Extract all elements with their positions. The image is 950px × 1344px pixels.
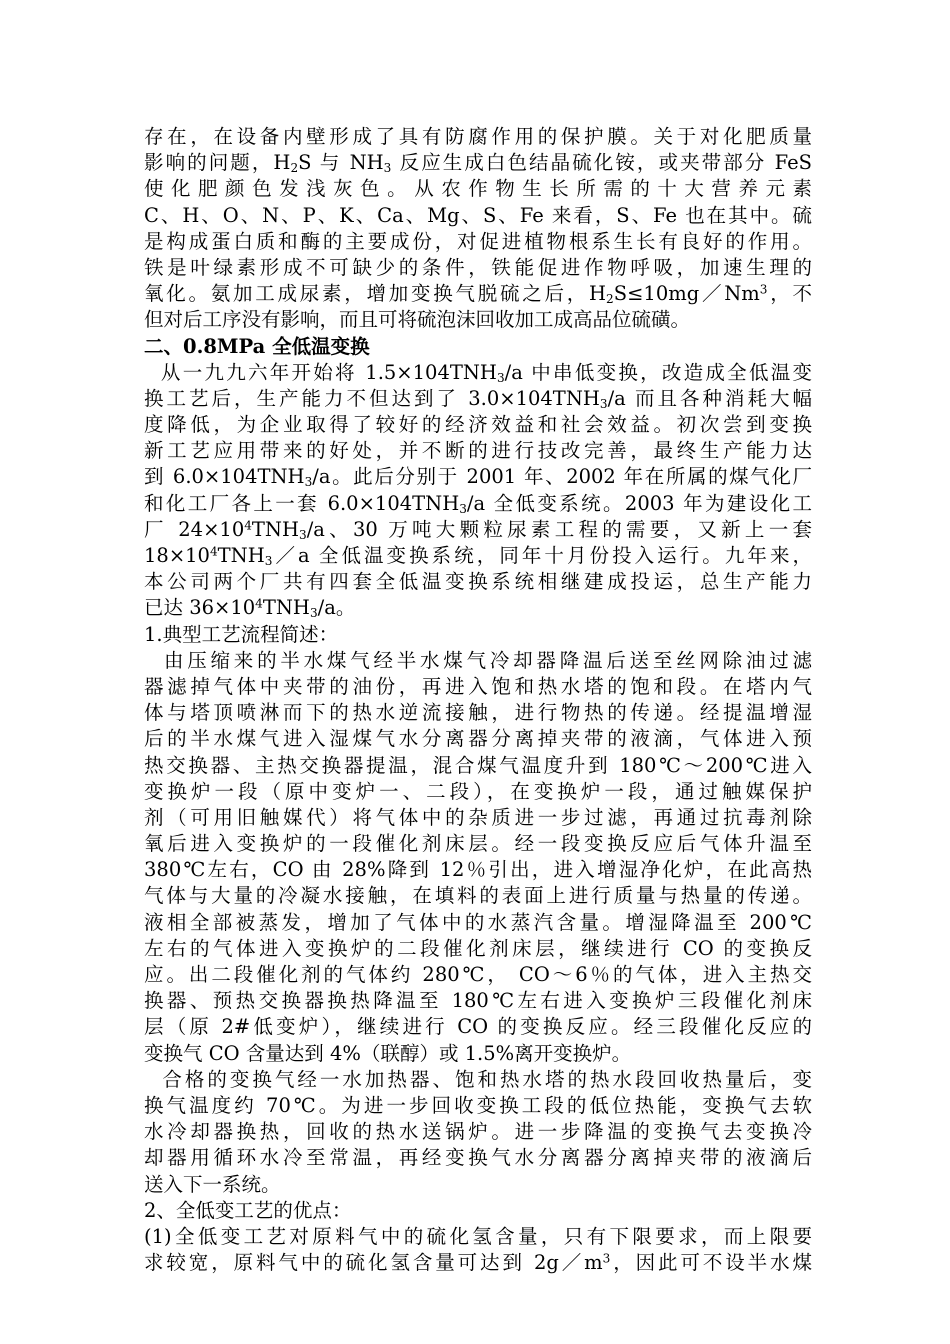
text-line: 380℃左右，CO 由 28%降到 12％引出，进入增湿净化炉，在此高热 xyxy=(144,858,812,882)
text-line: 厂 $24\times 10^4TNH_3/a$、30 万吨大颗粒尿素工程的需要，又新上一套 xyxy=(144,517,812,542)
text-line: 1.典型工艺流程简述： xyxy=(144,622,339,646)
text-line: 氧后进入变换炉的一段催化剂床层。经一段变换反应后气体升温至 xyxy=(144,832,812,856)
text-line: 变换炉一段（原中变炉一、二段），在变换炉一段，通过触媒保护 xyxy=(144,779,812,803)
text-line: 度降低，为企业取得了较好的经济效益和社会效益。初次尝到变换 xyxy=(144,413,812,437)
text-line: 后的半水煤气进入湿煤气水分离器分离掉夹带的液滴，气体进入预 xyxy=(144,727,812,751)
text-line: 求较宽，原料气中的硫化氢含量可达到 $2g/m^3$，因此可不设半水煤 xyxy=(144,1251,812,1275)
text-line: 剂（可用旧触媒代）将气体中的杂质进一步过滤，再通过抗毒剂除 xyxy=(144,805,812,829)
text-line: 送入下一系统。 xyxy=(144,1172,281,1196)
section-heading: 二、0.8MPa 全低温变换 xyxy=(144,334,370,358)
text-line: 液相全部被蒸发，增加了气体中的水蒸汽含量。增湿降温至 200℃ xyxy=(144,910,812,934)
text-line: 体与塔顶喷淋而下的热水逆流接触，进行物热的传递。经提温增湿 xyxy=(144,701,812,725)
text-line: 应。出二段催化剂的气体约 280℃， CO～6％的气体，进入主热交 xyxy=(144,963,812,986)
text-line: 影响的问题，$H_2S$ 与 $NH_3$ 反应生成白色结晶硫化铵，或夹带部分 FeS xyxy=(144,151,812,176)
text-line: 和化工厂各上一套 $6.0\times 104TNH_3/a$ 全低变系统。2003 年为建设化工 xyxy=(144,491,812,516)
text-line: 水冷却器换热，回收的热水送锅炉。进一步降温的变换气去变换冷 xyxy=(144,1120,812,1144)
text-line: 变换气 CO 含量达到 4%（联醇）或 1.5%离开变换炉。 xyxy=(144,1041,632,1065)
text-line: 使化肥颜色发浅灰色。从农作物生长所需的十大营养元素 xyxy=(144,177,812,201)
text-line: C、H、O、N、P、K、Ca、Mg、S、Fe 来看，S、Fe 也在其中。硫 xyxy=(144,203,812,227)
text-line: 换器、预热交换器换热降温至 180℃左右进入变换炉三段催化剂床 xyxy=(144,989,812,1013)
text-line: 已达 $36\times 10^4TNH_3/a$。 xyxy=(144,596,356,621)
text-line: 换气温度约 70℃。为进一步回收变换工段的低位热能，变换气去软 xyxy=(144,1093,812,1117)
text-line: (1)全低变工艺对原料气中的硫化氢含量，只有下限要求，而上限要 xyxy=(144,1224,812,1248)
text-line: 却器用循环水冷至常温，再经变换气水分离器分离掉夹带的液滴后 xyxy=(144,1146,812,1170)
text-line: 热交换器、主热交换器提温，混合煤气温度升到 180℃～200℃进入 xyxy=(144,753,812,777)
text-line: 铁是叶绿素形成不可缺少的条件，铁能促进作物呼吸，加速生理的 xyxy=(144,255,812,279)
text-line: 由压缩来的半水煤气经半水煤气冷却器降温后送至丝网除油过滤 xyxy=(144,648,812,672)
text-line: 器滤掉气体中夹带的油份，再进入饱和热水塔的饱和段。在塔内气 xyxy=(144,674,812,698)
text-line: $18\times 10^4TNH_3/a$ 全低温变换系统，同年十月份投入运行。九年来， xyxy=(144,544,812,569)
text-line: 2、全低变工艺的优点： xyxy=(144,1198,352,1222)
text-line: 换工艺后，生产能力不但达到了 $3.0\times 104TNH_3/a$ 而且各种消耗大幅 xyxy=(144,386,812,411)
text-line: 层（原 2#低变炉），继续进行 CO 的变换反应。经三段催化反应的 xyxy=(144,1015,812,1039)
text-line: 新工艺应用带来的好处，并不断的进行技改完善，最终生产能力达 xyxy=(144,439,812,463)
text-line: 气体与大量的冷凝水接触，在填料的表面上进行质量与热量的传递。 xyxy=(144,884,812,908)
text-line: 从一九九六年开始将 $1.5\times 104TNH_3/a$ 中串低变换，改造成全低温变 xyxy=(144,360,812,385)
text-line: 左右的气体进入变换炉的二段催化剂床层，继续进行 CO 的变换反 xyxy=(144,936,812,960)
text-line: 到 $6.0\times 104TNH_3/a$。此后分别于 2001 年、2002 年在所属的煤气化厂 xyxy=(144,465,812,490)
text-line: 是构成蛋白质和酶的主要成份，对促进植物根系生长有良好的作用。 xyxy=(144,229,812,253)
document-body xyxy=(144,124,812,1276)
text-line: 氧化。氨加工成尿素，增加变换气脱硫之后，$H_2S\le 10mg/Nm^3$，不 xyxy=(144,282,812,307)
text-line: 本公司两个厂共有四套全低温变换系统相继建成投运，总生产能力 xyxy=(144,570,812,594)
text-line: 合格的变换气经一水加热器、饱和热水塔的热水段回收热量后，变 xyxy=(144,1067,812,1091)
text-line: 但对后工序没有影响，而且可将硫泡沫回收加工成高品位硫磺。 xyxy=(144,308,691,332)
text-line: 存在，在设备内壁形成了具有防腐作用的保护膜。关于对化肥质量 xyxy=(144,125,812,148)
